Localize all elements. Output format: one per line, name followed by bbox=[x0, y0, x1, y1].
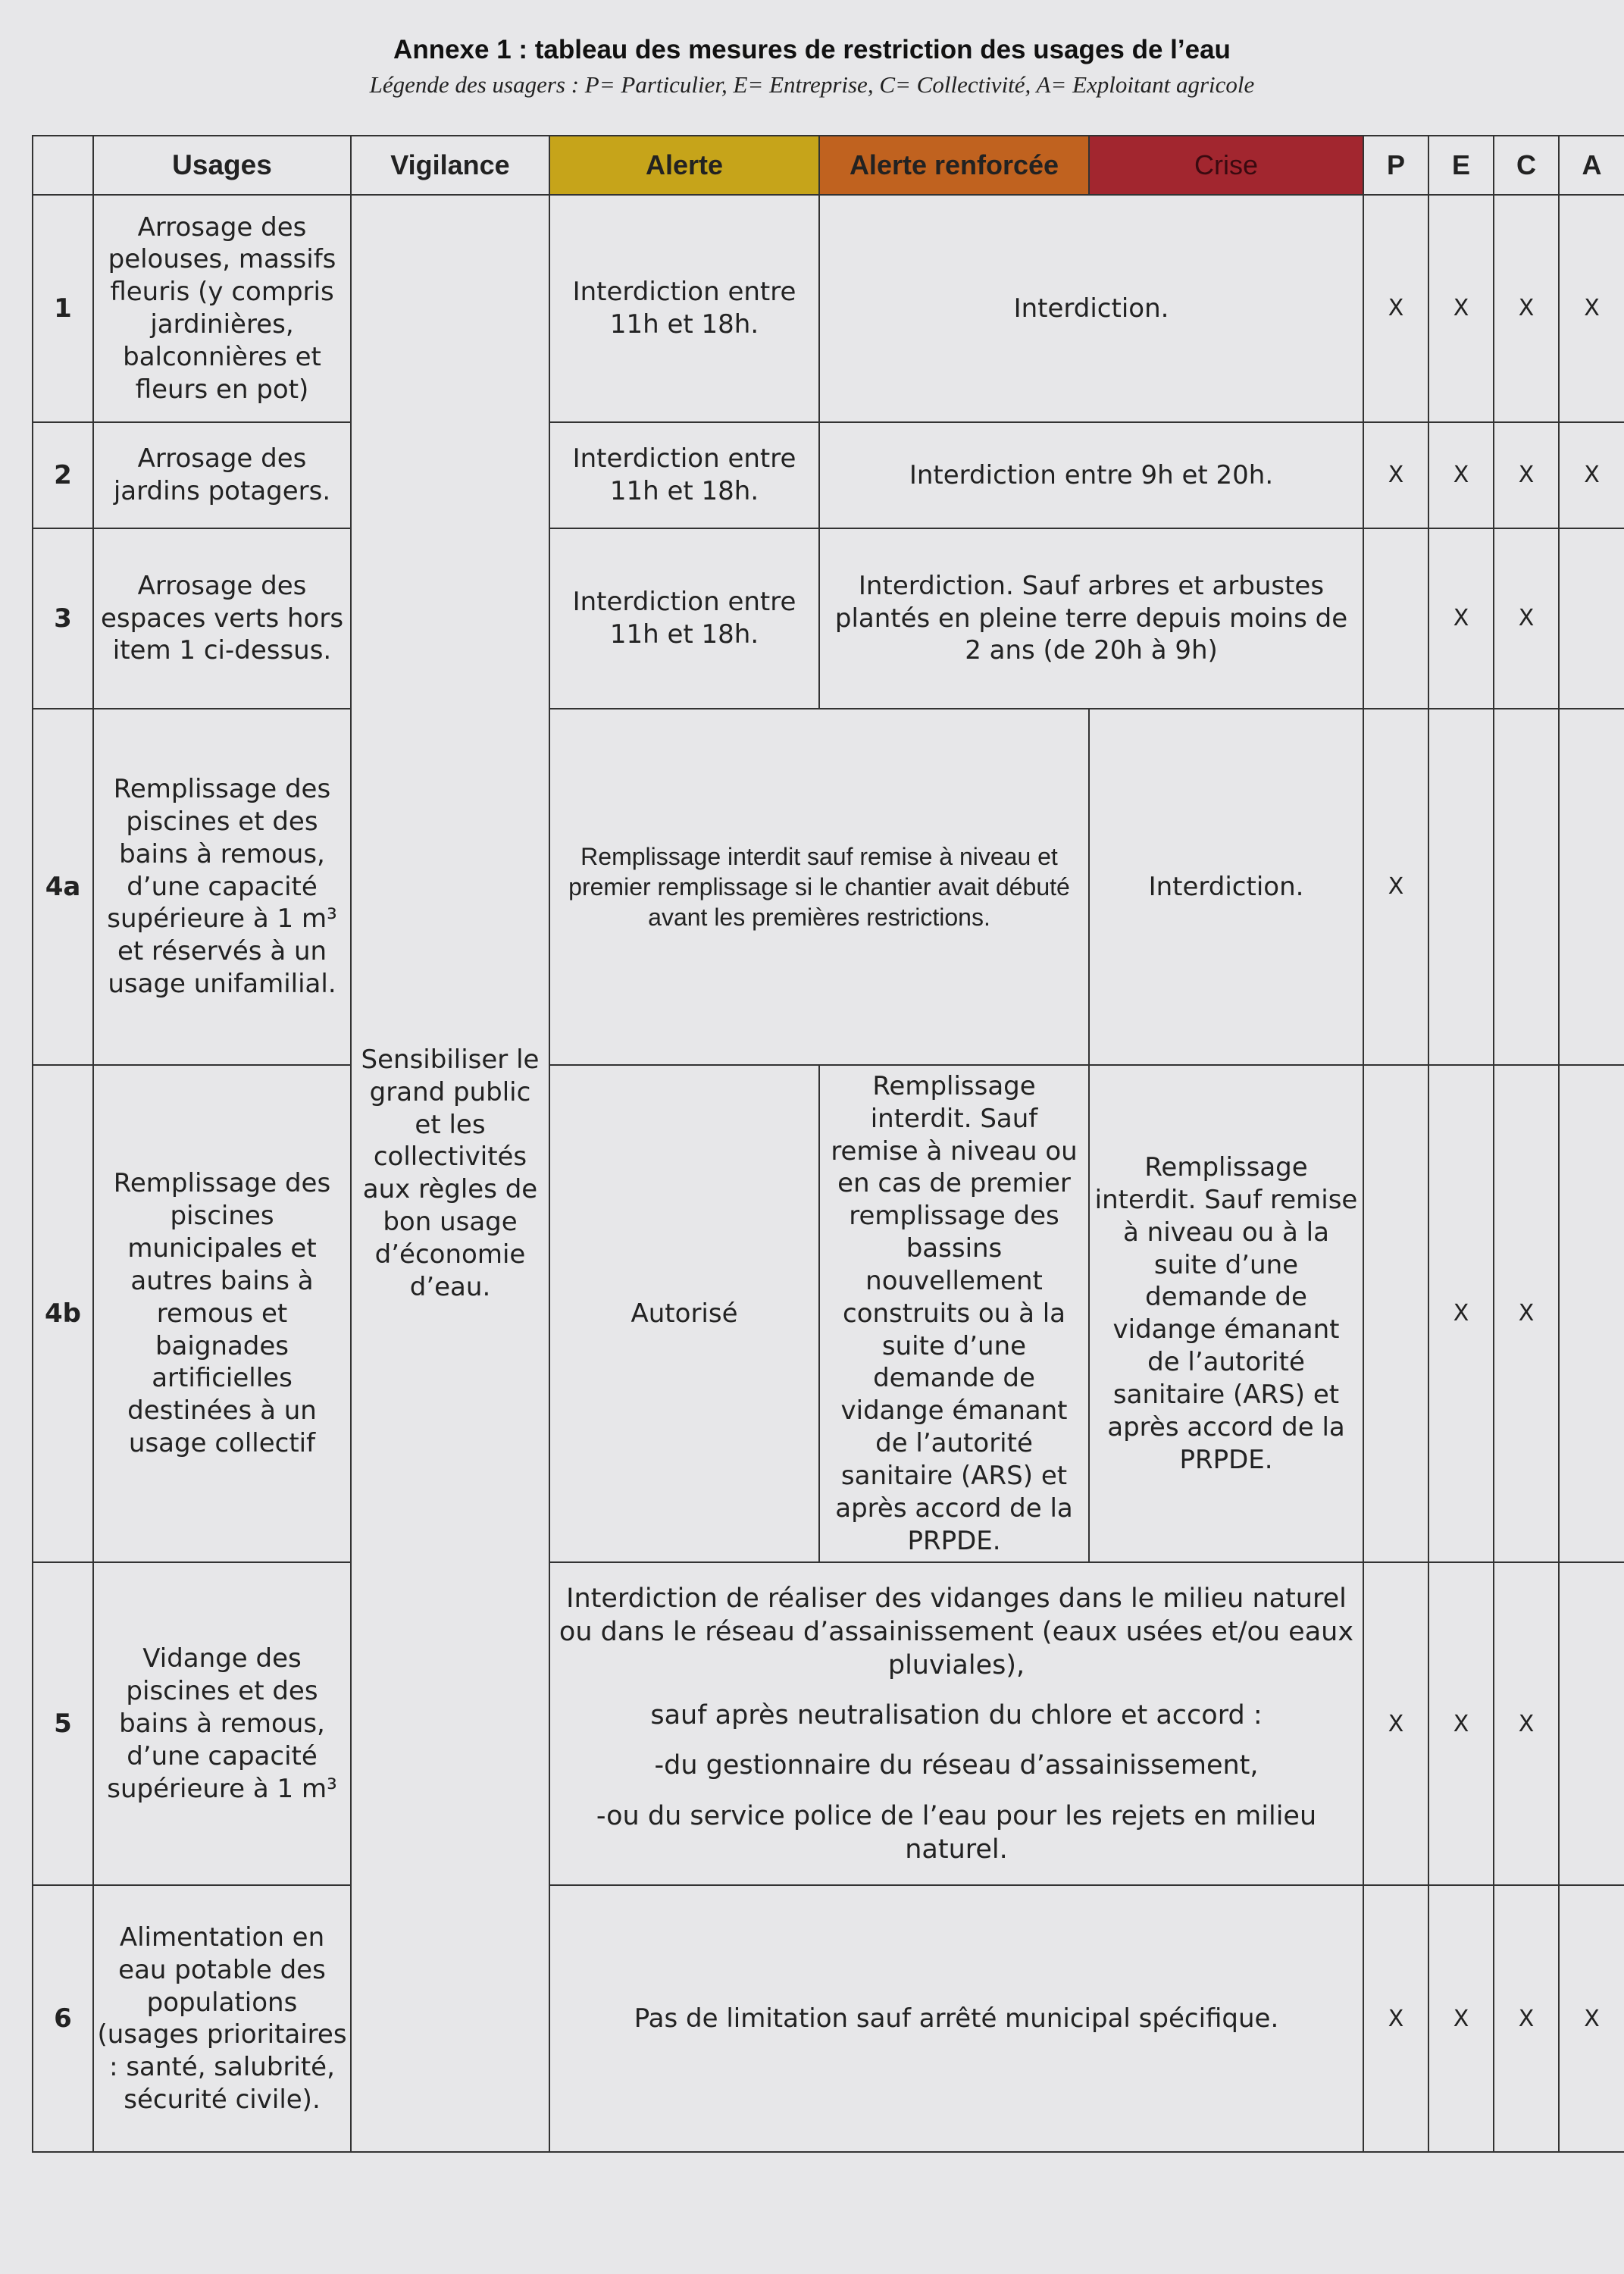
table-row-4a bbox=[33, 709, 1624, 1065]
usage-cell: Vidange des piscines et des bains à remous, d’une capacité supérieure à 1 m³ bbox=[93, 1562, 351, 1885]
user-e-mark: X bbox=[1428, 422, 1494, 528]
table-row-4b bbox=[33, 1065, 1624, 1562]
user-p-mark: X bbox=[1363, 709, 1428, 1065]
user-a-mark bbox=[1559, 1065, 1624, 1562]
row-number: 2 bbox=[33, 422, 93, 528]
header-p: P bbox=[1363, 136, 1428, 195]
vidange-rule-police: -ou du service police de l’eau pour les rejets en milieu naturel. bbox=[596, 1800, 1317, 1865]
vidange-rule-exception: sauf après neutralisation du chlore et accord : bbox=[650, 1700, 1263, 1731]
header-num bbox=[33, 136, 93, 195]
user-p-mark bbox=[1363, 1065, 1428, 1562]
vidange-rule-main: Interdiction de réaliser des vidanges dans le milieu naturel ou dans le réseau d’assainissement (eaux usées et/ou eaux pluviales), bbox=[559, 1583, 1354, 1681]
row-number: 4b bbox=[33, 1065, 93, 1562]
header-row bbox=[33, 136, 1624, 195]
alerte-cell: Interdiction entre 11h et 18h. bbox=[549, 195, 819, 422]
restriction-table bbox=[32, 135, 1624, 2153]
user-e-mark bbox=[1428, 709, 1494, 1065]
user-a-mark bbox=[1559, 1562, 1624, 1885]
table-row-1 bbox=[33, 195, 1624, 422]
usage-cell: Remplissage des piscines municipales et autres bains à remous et baignades artificielles destinées à un usage collectif bbox=[93, 1065, 351, 1562]
usage-cell: Arrosage des espaces verts hors item 1 ci-dessus. bbox=[93, 528, 351, 709]
crise-cell: Interdiction. bbox=[1089, 709, 1363, 1065]
user-e-mark: X bbox=[1428, 1065, 1494, 1562]
usage-cell: Arrosage des jardins potagers. bbox=[93, 422, 351, 528]
user-c-mark: X bbox=[1494, 528, 1559, 709]
header-alerte: Alerte bbox=[549, 136, 819, 195]
user-c-mark bbox=[1494, 709, 1559, 1065]
user-c-mark: X bbox=[1494, 422, 1559, 528]
header-c: C bbox=[1494, 136, 1559, 195]
user-p-mark: X bbox=[1363, 422, 1428, 528]
header-e: E bbox=[1428, 136, 1494, 195]
renforcee-crise-cell: Interdiction entre 9h et 20h. bbox=[819, 422, 1363, 528]
alerte-cell: Autorisé bbox=[549, 1065, 819, 1562]
users-legend: Légende des usagers : P= Particulier, E= Entreprise, C= Collectivité, A= Exploitant agricole bbox=[369, 71, 1255, 98]
vidange-rule-gestionnaire: -du gestionnaire du réseau d’assainissement, bbox=[654, 1750, 1259, 1781]
user-c-mark: X bbox=[1494, 1885, 1559, 2152]
table-row-5 bbox=[33, 1562, 1624, 1885]
user-p-mark bbox=[1363, 528, 1428, 709]
table-row-3 bbox=[33, 528, 1624, 709]
vidange-rules-cell bbox=[549, 1562, 1363, 1885]
user-p-mark: X bbox=[1363, 195, 1428, 422]
alerte-cell: Interdiction entre 11h et 18h. bbox=[549, 422, 819, 528]
user-c-mark: X bbox=[1494, 1065, 1559, 1562]
usage-cell: Alimentation en eau potable des populations (usages prioritaires : santé, salubrité, sécurité civile). bbox=[93, 1885, 351, 2152]
alerte-cell: Interdiction entre 11h et 18h. bbox=[549, 528, 819, 709]
alerte-renforcee-cell: Remplissage interdit sauf remise à niveau et premier remplissage si le chantier avait débuté avant les premières restrictions. bbox=[549, 709, 1089, 1065]
user-a-mark: X bbox=[1559, 422, 1624, 528]
user-p-mark: X bbox=[1363, 1562, 1428, 1885]
renforcee-cell: Remplissage interdit. Sauf remise à niveau ou en cas de premier remplissage des bassins nouvellement construits ou à la suite d’une demande de vidange émanant de l’autorité sanitaire (ARS) et après accord de la PRPDE. bbox=[819, 1065, 1089, 1562]
row-number: 6 bbox=[33, 1885, 93, 2152]
user-a-mark: X bbox=[1559, 195, 1624, 422]
header-crise: Crise bbox=[1089, 136, 1363, 195]
usage-cell: Remplissage des piscines et des bains à remous, d’une capacité supérieure à 1 m³ et réservés à un usage unifamilial. bbox=[93, 709, 351, 1065]
page-title: Annexe 1 : tableau des mesures de restriction des usages de l’eau bbox=[393, 35, 1231, 64]
user-c-mark: X bbox=[1494, 1562, 1559, 1885]
user-e-mark: X bbox=[1428, 1885, 1494, 2152]
user-a-mark bbox=[1559, 528, 1624, 709]
header-alerte-renforcee: Alerte renforcée bbox=[819, 136, 1089, 195]
user-c-mark: X bbox=[1494, 195, 1559, 422]
row-number: 1 bbox=[33, 195, 93, 422]
vigilance-cell: Sensibiliser le grand public et les collectivités aux règles de bon usage d’économie d’eau. bbox=[351, 195, 549, 2152]
user-a-mark: X bbox=[1559, 1885, 1624, 2152]
user-e-mark: X bbox=[1428, 528, 1494, 709]
user-a-mark bbox=[1559, 709, 1624, 1065]
renforcee-crise-cell: Interdiction. Sauf arbres et arbustes plantés en pleine terre depuis moins de 2 ans (de 20h à 9h) bbox=[819, 528, 1363, 709]
row-number: 4a bbox=[33, 709, 93, 1065]
renforcee-crise-cell: Interdiction. bbox=[819, 195, 1363, 422]
header-a: A bbox=[1559, 136, 1624, 195]
table-row-2 bbox=[33, 422, 1624, 528]
row-number: 3 bbox=[33, 528, 93, 709]
user-e-mark: X bbox=[1428, 195, 1494, 422]
crise-cell: Remplissage interdit. Sauf remise à niveau ou à la suite d’une demande de vidange émanant de l’autorité sanitaire (ARS) et après accord de la PRPDE. bbox=[1089, 1065, 1363, 1562]
eau-potable-cell: Pas de limitation sauf arrêté municipal spécifique. bbox=[549, 1885, 1363, 2152]
user-e-mark: X bbox=[1428, 1562, 1494, 1885]
row-number: 5 bbox=[33, 1562, 93, 1885]
header-usages: Usages bbox=[93, 136, 351, 195]
user-p-mark: X bbox=[1363, 1885, 1428, 2152]
table-row-6 bbox=[33, 1885, 1624, 2152]
header-vigilance: Vigilance bbox=[351, 136, 549, 195]
usage-cell: Arrosage des pelouses, massifs fleuris (y compris jardinières, balconnières et fleurs en pot) bbox=[93, 195, 351, 422]
